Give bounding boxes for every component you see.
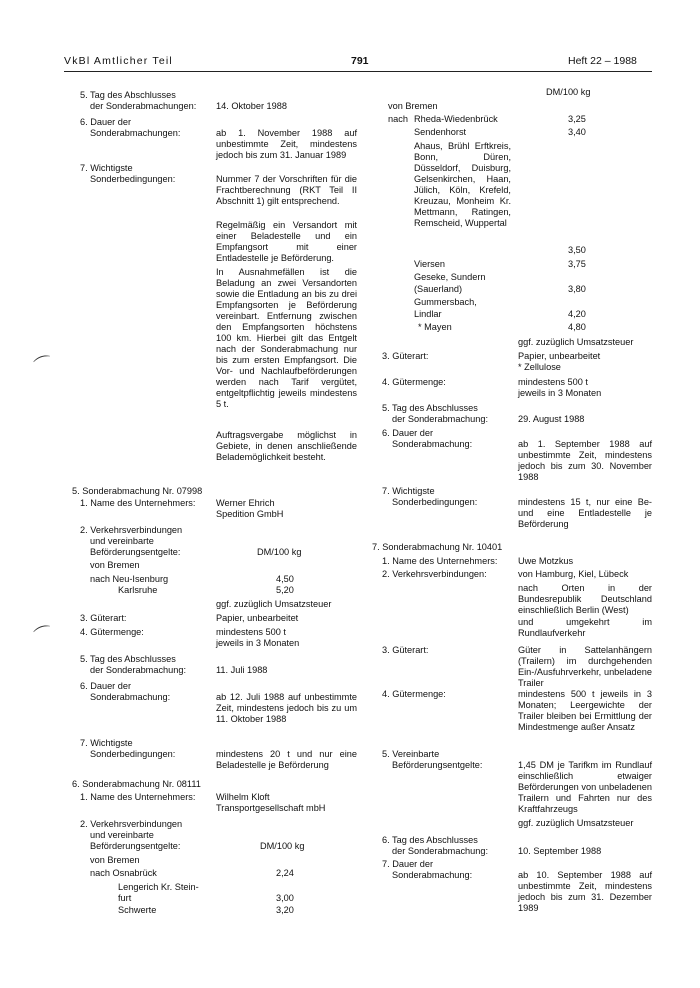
rate: 5,20	[276, 585, 294, 595]
item-label: Beförderungsentgelte:	[90, 547, 181, 557]
rate: 3,20	[276, 905, 294, 915]
item-value: und umgekehrt im Rundlaufverkehr	[518, 617, 652, 638]
item-value: 10. September 1988	[518, 846, 602, 856]
unit-header: DM/100 kg	[260, 841, 305, 851]
item-label: 6. Dauer der	[80, 681, 132, 691]
item-value: Uwe Motzkus	[518, 556, 574, 566]
item-value: Papier, unbearbeitet	[216, 613, 299, 623]
item-label: 6. Tag des Abschlusses	[382, 835, 478, 845]
item-label: der Sonderabmachungen:	[90, 101, 197, 111]
route-to	[414, 272, 511, 283]
item-value: mindestens 500 t	[216, 627, 286, 637]
item-value: ggf. zuzüglich Umsatzsteuer	[216, 599, 332, 609]
route-to: Sendenhorst	[414, 127, 467, 137]
route-to: nach Neu-Isenburg	[90, 574, 169, 584]
item-value: 14. Oktober 1988	[216, 101, 287, 111]
item-label: 1. Name des Unternehmers:	[382, 556, 498, 566]
item-label: 3. Güterart:	[382, 645, 429, 655]
item-value: ggf. zuzüglich Umsatzsteuer	[518, 337, 634, 347]
paragraph: In Ausnahmefällen ist die Beladung an zwei Versandorten sowie die Entladung an bis zu drei Empfangsorten je Beförderung vereinbart. Entfernung zwischen den Empfangsorten höchstens 100 km. Hierbei gilt das Entgelt nach der Sonderabmachung nur bis zum ersten Empfangsort. Die Vor- und Nachlaufbeförderungen werden nach Tarif vergütet, entgeltpflichtig jeweils mindestens 5 t.	[216, 267, 357, 409]
item-value: mindestens 500 t jeweils in 3 Monaten; Leergewichte der Trailer bleiben bei Ermittlung der Mindestmenge außer Ansatz	[518, 689, 652, 732]
route-to-label: nach	[388, 114, 408, 124]
item-value: jeweils in 3 Monaten	[518, 388, 602, 398]
item-label: Sonderbedingungen:	[90, 174, 176, 184]
item-label: 1. Name des Unternehmers:	[80, 498, 196, 508]
route-to: * Mayen	[418, 322, 452, 332]
rate: 4,20	[568, 309, 586, 319]
item-label: 7. Wichtigste	[80, 163, 133, 173]
paragraph: Nummer 7 der Vorschriften für die Frachtberechnung (RKT Teil II Abschnitt 1) gilt entsprechend.	[216, 174, 357, 206]
route-to: Ahaus, Brühl Erftkreis, Bonn, Düren, Düsseldorf, Duisburg, Gelsenkirchen, Haan, Jülich, Köln, Krefeld, Kreuzau, Monheim Kr. Mettmann, Ratingen, Remscheid, Wuppertal	[414, 141, 511, 228]
item-label: der Sonderabmachung:	[392, 846, 489, 856]
header-rule	[64, 71, 652, 72]
rate: 4,80	[568, 322, 586, 332]
item-value: * Zellulose	[518, 362, 561, 372]
margin-mark: ⌒	[31, 352, 56, 378]
item-label: 6. Dauer der	[382, 428, 434, 438]
item-label: 4. Gütermenge:	[80, 627, 144, 637]
route-name: Geseke, Sundern	[414, 272, 486, 282]
unit-header: DM/100 kg	[257, 547, 302, 557]
item-label: 1. Name des Unternehmers:	[80, 792, 196, 802]
route-to: Rheda-Wiedenbrück	[414, 114, 498, 124]
item-value: mindestens 500 t	[518, 377, 588, 387]
item-label: 2. Verkehrsverbindungen	[80, 525, 183, 535]
item-value: ab 1. September 1988 auf unbestimmte Zeit, mindestens jedoch bis zum 30. November 1988	[518, 439, 652, 482]
item-label: Sonderabmachung:	[392, 870, 473, 880]
item-value: 29. August 1988	[518, 414, 585, 424]
route-to: Karlsruhe	[118, 585, 158, 595]
item-value: Spedition GmbH	[216, 509, 284, 519]
item-value: ab 10. September 1988 auf unbestimmte Zeit, mindestens jedoch bis zum 31. Dezember 1989	[518, 870, 652, 913]
item-value: nach Orten in der Bundesrepublik Deutschland einschließlich Berlin (West)	[518, 583, 652, 615]
item-label: der Sonderabmachung:	[392, 414, 489, 424]
route-to: Lindlar	[414, 309, 442, 319]
item-value: 1,45 DM je Tarifkm im Rundlauf einschließlich etwaiger Beförderungen von unbeladenen Trailern und Fahrten nur des Kraftfahrzeugs	[518, 760, 652, 814]
route-to: Viersen	[414, 259, 445, 269]
route-to: Schwerte	[118, 905, 157, 915]
section-title: 7. Sonderabmachung Nr. 10401	[372, 542, 503, 552]
item-value: ggf. zuzüglich Umsatzsteuer	[518, 818, 634, 828]
item-label: 5. Tag des Abschlusses	[80, 90, 176, 100]
item-label: 5. Tag des Abschlusses	[80, 654, 176, 664]
item-label: 2. Verkehrsverbindungen:	[382, 569, 487, 579]
route-to: Gummersbach,	[414, 297, 477, 307]
item-value: mindestens 15 t, nur eine Be- und eine Entladestelle je Beförderung	[518, 497, 652, 529]
item-label: Sonderbedingungen:	[392, 497, 478, 507]
route-to: nach Osnabrück	[90, 868, 157, 878]
item-label: 5. Vereinbarte	[382, 749, 440, 759]
issue-label: Heft 22 – 1988	[568, 55, 637, 67]
item-label: 6. Dauer der	[80, 117, 132, 127]
item-label: der Sonderabmachung:	[90, 665, 187, 675]
route-to: furt	[118, 893, 132, 903]
item-label: Sonderbedingungen:	[90, 749, 176, 759]
unit-header: DM/100 kg	[546, 87, 591, 97]
item-label: 3. Güterart:	[382, 351, 429, 361]
item-label: 2. Verkehrsverbindungen	[80, 819, 183, 829]
paragraph: Regelmäßig ein Versandort mit einer Beladestelle und ein Empfangsort mit einer Entladestelle je Beförderung.	[216, 220, 357, 263]
item-value: 11. Juli 1988	[216, 665, 268, 675]
item-value: Güter in Sattelanhängern (Trailern) im durchgehenden Ein-/Ausfuhrverkehr, unbeladene Trailer	[518, 645, 652, 688]
rate: 3,40	[568, 127, 586, 137]
margin-mark: ⌒	[31, 622, 56, 648]
section-title: 6. Sonderabmachung Nr. 08111	[72, 779, 201, 789]
item-label: Beförderungsentgelte:	[90, 841, 181, 851]
rate: 3,50	[568, 245, 586, 255]
item-value: jeweils in 3 Monaten	[216, 638, 300, 648]
item-label: und vereinbarte	[90, 536, 154, 546]
item-value: ab 12. Juli 1988 auf unbestimmte Zeit, mindestens jedoch bis zu um 11. Oktober 1988	[216, 692, 357, 724]
item-label: Beförderungsentgelte:	[392, 760, 483, 770]
route-from: von Bremen	[388, 101, 438, 111]
item-label: 7. Dauer der	[382, 859, 434, 869]
item-value: mindestens 20 t und nur eine Beladestelle je Beförderung	[216, 749, 357, 770]
rate: 4,50	[276, 574, 294, 584]
route-from: von Bremen	[90, 855, 140, 865]
item-label: 5. Tag des Abschlusses	[382, 403, 478, 413]
page-number: 791	[351, 55, 369, 67]
route-to: Lengerich Kr. Stein-	[118, 882, 199, 892]
route-to: (Sauerland)	[414, 284, 463, 294]
item-value: Wilhelm Kloft	[216, 792, 270, 802]
item-value: Werner Ehrich	[216, 498, 275, 508]
item-value: Papier, unbearbeitet	[518, 351, 601, 361]
section-title: 5. Sonderabmachung Nr. 07998	[72, 486, 203, 496]
item-label: 4. Gütermenge:	[382, 377, 446, 387]
item-label: 7. Wichtigste	[80, 738, 133, 748]
rate: 3,25	[568, 114, 586, 124]
item-label: Sonderabmachung:	[392, 439, 473, 449]
item-label: 4. Gütermenge:	[382, 689, 446, 699]
route-from: von Bremen	[90, 560, 140, 570]
item-value: von Hamburg, Kiel, Lübeck	[518, 569, 629, 579]
rate: 3,00	[276, 893, 294, 903]
item-value: Transportgesellschaft mbH	[216, 803, 326, 813]
item-label: 3. Güterart:	[80, 613, 127, 623]
item-label: und vereinbarte	[90, 830, 154, 840]
item-label: 7. Wichtigste	[382, 486, 435, 496]
rate: 3,75	[568, 259, 586, 269]
rate: 3,80	[568, 284, 586, 294]
item-label: Sonderabmachungen:	[90, 128, 181, 138]
running-header: VkBl Amtlicher Teil	[64, 55, 173, 67]
item-label: Sonderabmachung:	[90, 692, 171, 702]
item-value: ab 1. November 1988 auf unbestimmte Zeit, mindestens jedoch bis zum 31. Januar 1989	[216, 128, 357, 160]
rate: 2,24	[276, 868, 294, 878]
paragraph: Auftragsvergabe möglichst in Gebiete, in denen anschließende Belademöglichkeit besteht.	[216, 430, 357, 462]
